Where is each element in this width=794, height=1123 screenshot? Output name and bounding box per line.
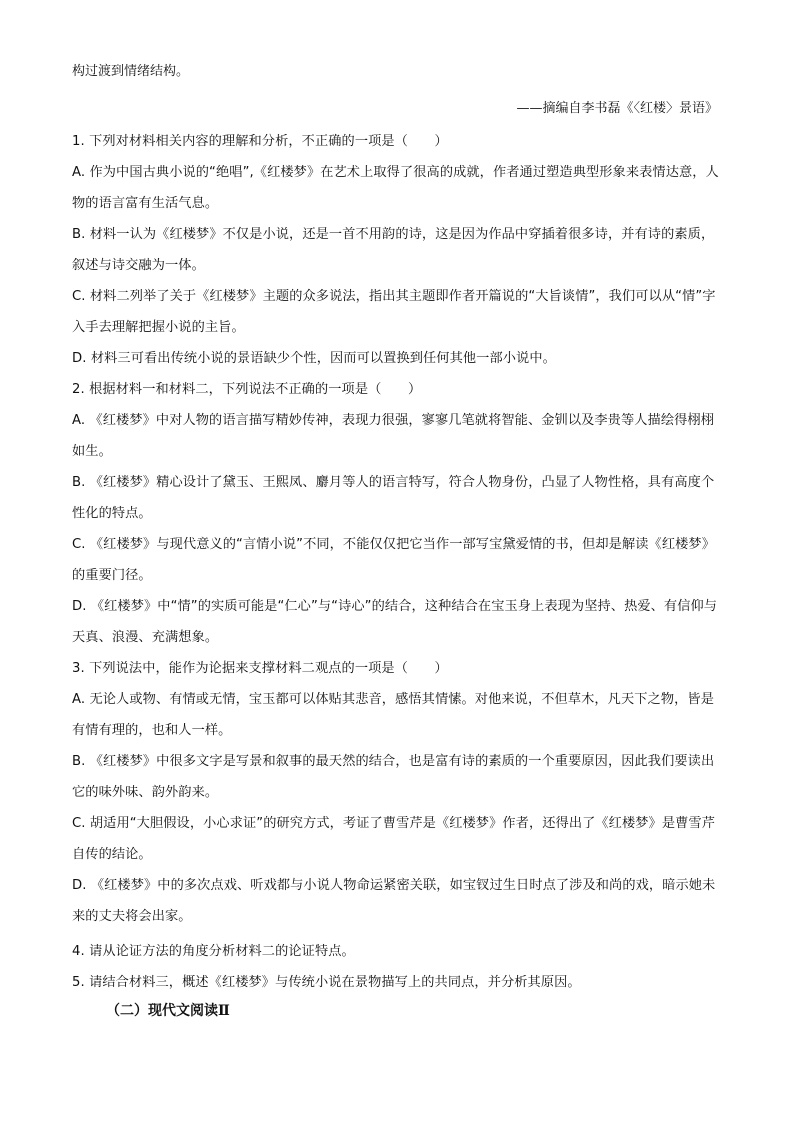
question-1-option-d bbox=[72, 343, 720, 374]
question-1-block bbox=[72, 126, 720, 157]
source-citation: ——摘编自李书磊《〈红楼〉景语》 bbox=[516, 101, 718, 116]
option-text: B. 材料一认为《红楼梦》不仅是小说，还是一首不用韵的诗，这是因为作品中穿插着很多诗，并有诗的素质，叙述与诗交融为一体。 bbox=[72, 227, 715, 273]
question-4-stem: 4. 请从论证方法的角度分析材料二的论证特点。 bbox=[72, 944, 355, 959]
question-1-option-b bbox=[72, 219, 720, 281]
continuation-text: 构过渡到情绪结构。 bbox=[72, 64, 190, 79]
option-text: B. 《红楼梦》中很多文字是写景和叙事的最天然的结合，也是富有诗的素质的一个重要原因，因此我们要读出它的味外味、韵外韵来。 bbox=[72, 754, 715, 800]
question-2-option-a bbox=[72, 405, 720, 467]
question-2-stem: 2. 根据材料一和材料二，下列说法不正确的一项是（ ） bbox=[72, 382, 422, 397]
question-3-option-b bbox=[72, 746, 720, 808]
question-5-stem: 5. 请结合材料三，概述《红楼梦》与传统小说在景物描写上的共同点，并分析其原因。 bbox=[72, 975, 581, 990]
question-1-option-c bbox=[72, 281, 720, 343]
option-text: A. 《红楼梦》中对人物的语言描写精妙传神，表现力很强，寥寥几笔就将智能、金钏以及李贵等人描绘得栩栩如生。 bbox=[72, 413, 714, 459]
option-text: D. 《红楼梦》中“情”的实质可能是“仁心”与“诗心”的结合，这种结合在宝玉身上表现为坚持、热爱、有信仰与天真、浪漫、充满想象。 bbox=[72, 599, 718, 645]
question-3-option-d bbox=[72, 870, 720, 932]
question-5-block bbox=[72, 967, 720, 998]
question-2-block bbox=[72, 374, 720, 405]
question-1-option-a bbox=[72, 157, 720, 219]
option-text: C. 《红楼梦》与现代意义的“言情小说”不同，不能仅仅把它当作一部写宝黛爱情的书，但却是解读《红楼梦》的重要门径。 bbox=[72, 537, 715, 583]
question-3-option-a bbox=[72, 684, 720, 746]
option-text: D. 《红楼梦》中的多次点戏、听戏都与小说人物命运紧密关联，如宝钗过生日时点了涉及和尚的戏，暗示她未来的丈夫将会出家。 bbox=[72, 878, 716, 924]
option-text: B. 《红楼梦》精心设计了黛玉、王熙凤、麝月等人的语言特写，符合人物身份，凸显了人物性格，具有高度个性化的特点。 bbox=[72, 475, 715, 521]
question-2-option-d bbox=[72, 591, 720, 653]
option-text: A. 无论人或物、有情或无情，宝玉都可以体贴其悲音，感悟其情愫。对他来说，不但草木，凡天下之物，皆是有情有理的，也和人一样。 bbox=[72, 692, 714, 738]
question-4-block bbox=[72, 936, 720, 967]
question-3-option-c bbox=[72, 808, 720, 870]
option-text: A. 作为中国古典小说的“绝唱”,《红楼梦》在艺术上取得了很高的成就，作者通过塑造典型形象来表情达意，人物的语言富有生活气息。 bbox=[72, 165, 719, 211]
option-text: C. 胡适用“大胆假设，小心求证”的研究方式，考证了曹雪芹是《红楼梦》作者，还得出了《红楼梦》是曹雪芹自传的结论。 bbox=[72, 816, 715, 862]
question-3-block bbox=[72, 653, 720, 684]
question-2-option-b bbox=[72, 467, 720, 529]
option-text: D. 材料三可看出传统小说的景语缺少个性，因而可以置换到任何其他一部小说中。 bbox=[72, 351, 556, 366]
section-heading: （二）现代文阅读Ⅱ bbox=[106, 1003, 230, 1019]
option-text: C. 材料二列举了关于《红楼梦》主题的众多说法，指出其主题即作者开篇说的“大旨谈情”，我们可以从“情”字入手去理解把握小说的主旨。 bbox=[72, 289, 716, 335]
question-3-stem: 3. 下列说法中，能作为论据来支撑材料二观点的一项是（ ） bbox=[72, 661, 448, 676]
question-2-option-c bbox=[72, 529, 720, 591]
question-1-stem: 1. 下列对材料相关内容的理解和分析，不正确的一项是（ ） bbox=[72, 134, 448, 149]
